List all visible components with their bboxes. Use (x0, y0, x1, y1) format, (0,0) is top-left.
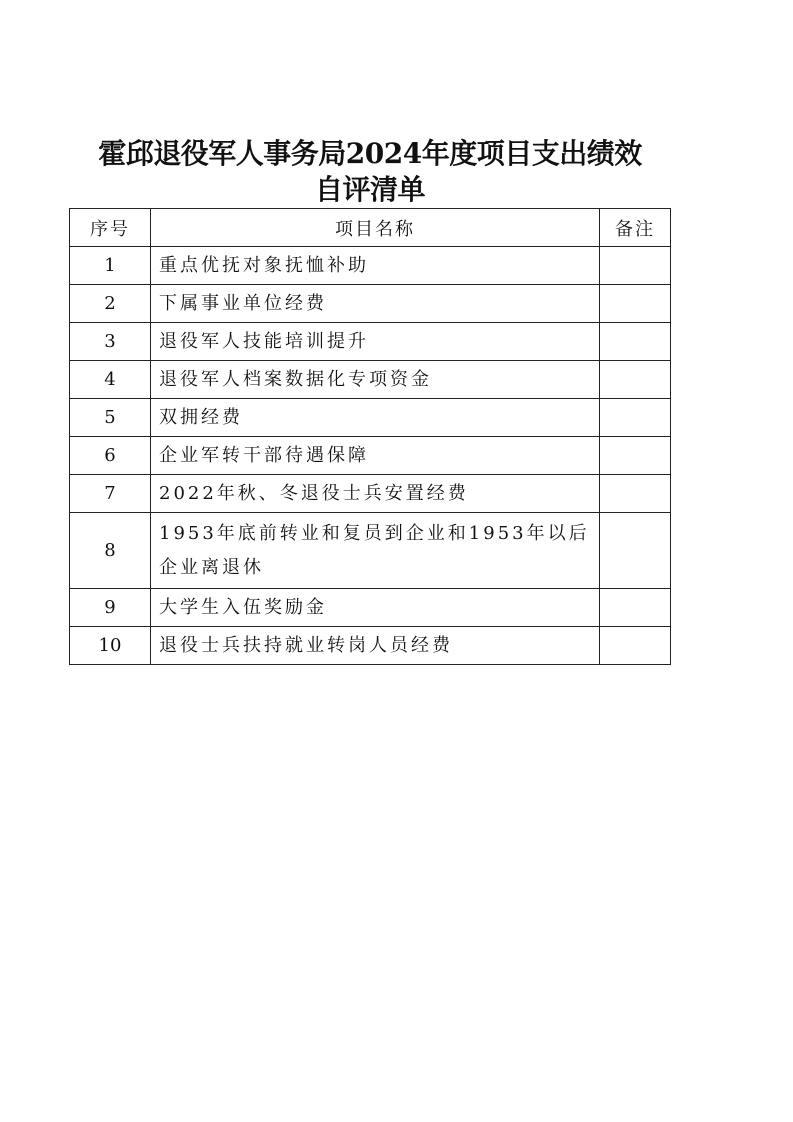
row-number: 6 (70, 437, 151, 475)
row-project-name: 退役士兵扶持就业转岗人员经费 (151, 627, 600, 665)
table-row (70, 399, 671, 437)
table-row (70, 323, 671, 361)
table-row (70, 513, 671, 589)
table-row (70, 589, 671, 627)
row-project-name: 退役军人档案数据化专项资金 (151, 361, 600, 399)
document-title-line-2: 自评清单 (314, 173, 425, 206)
row-remarks (600, 399, 671, 437)
row-remarks (600, 247, 671, 285)
row-number: 9 (70, 589, 151, 627)
table-row (70, 475, 671, 513)
row-project-name: 退役军人技能培训提升 (151, 323, 600, 361)
row-project-name: 1953年底前转业和复员到企业和1953年以后企业离退休 (151, 513, 600, 589)
row-number: 10 (70, 627, 151, 665)
row-number: 1 (70, 247, 151, 285)
document-title-line-1: 霍邱退役军人事务局2024年度项目支出绩效 (98, 137, 642, 170)
header-serial-number: 序号 (70, 209, 151, 247)
header-project-name: 项目名称 (151, 209, 600, 247)
row-project-name: 2022年秋、冬退役士兵安置经费 (151, 475, 600, 513)
row-remarks (600, 475, 671, 513)
table-row (70, 247, 671, 285)
table-header-row (70, 209, 671, 247)
row-number: 5 (70, 399, 151, 437)
row-project-name: 双拥经费 (151, 399, 600, 437)
row-project-name: 企业军转干部待遇保障 (151, 437, 600, 475)
row-remarks (600, 513, 671, 589)
row-number: 3 (70, 323, 151, 361)
row-project-name: 重点优抚对象抚恤补助 (151, 247, 600, 285)
row-number: 7 (70, 475, 151, 513)
table-row (70, 361, 671, 399)
row-number: 4 (70, 361, 151, 399)
row-remarks (600, 285, 671, 323)
row-remarks (600, 323, 671, 361)
row-remarks (600, 627, 671, 665)
table-row (70, 285, 671, 323)
row-remarks (600, 437, 671, 475)
row-remarks (600, 361, 671, 399)
row-remarks (600, 589, 671, 627)
table-row (70, 437, 671, 475)
header-remarks: 备注 (600, 209, 671, 247)
row-project-name: 下属事业单位经费 (151, 285, 600, 323)
table-row (70, 627, 671, 665)
row-number: 2 (70, 285, 151, 323)
row-project-name: 大学生入伍奖励金 (151, 589, 600, 627)
project-list-table (69, 208, 671, 665)
row-number: 8 (70, 513, 151, 589)
